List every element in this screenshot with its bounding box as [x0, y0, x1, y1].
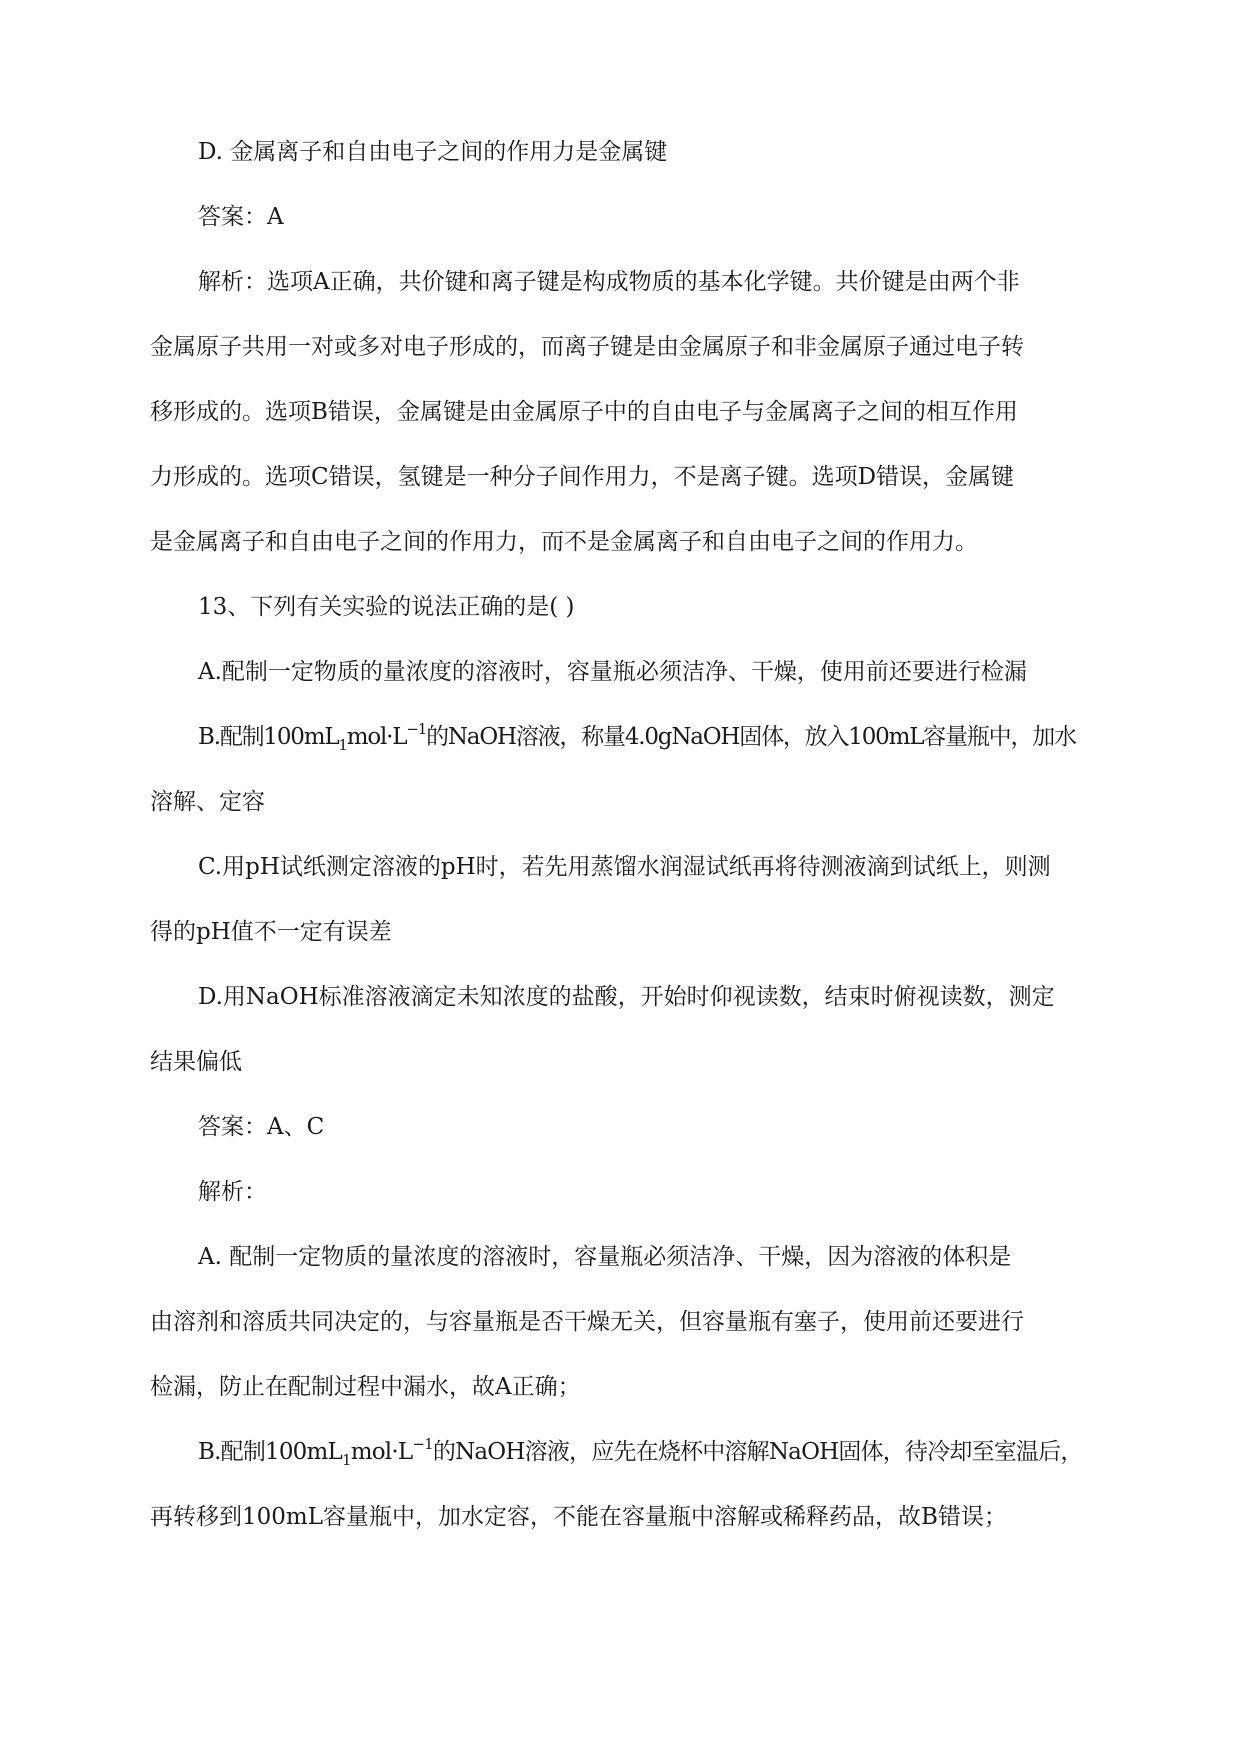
q13-analysis-b-pre: B.配制100mL	[198, 1439, 342, 1465]
q13-option-a	[150, 640, 1085, 705]
q13-answer	[150, 1095, 1085, 1160]
q13-stem	[150, 575, 1085, 640]
q13-option-b-pre: B.配制100mL	[198, 724, 339, 750]
q12-analysis-line: 力形成的。选项C错误，氢键是一种分子间作用力，不是离子键。选项D错误，金属键	[150, 464, 1015, 490]
q13-analysis-label	[150, 1160, 1085, 1225]
q13-analysis-b-sub: 1	[342, 1451, 351, 1469]
q12-option-d	[150, 120, 1085, 185]
q12-analysis	[150, 250, 1085, 575]
q13-option-b-line2: 溶解、定容	[150, 789, 265, 815]
q13-analysis-a	[150, 1225, 1085, 1420]
q13-option-a-text: A.配制一定物质的量浓度的溶液时，容量瓶必须洁净、干燥，使用前还要进行检漏	[198, 659, 1027, 685]
q13-analysis-a-line: 由溶剂和溶质共同决定的，与容量瓶是否干燥无关，但容量瓶有塞子，使用前还要进行	[150, 1309, 1024, 1335]
q12-analysis-line: 是金属离子和自由电子之间的作用力，而不是金属离子和自由电子之间的作用力。	[150, 529, 978, 555]
q12-analysis-line: 解析：选项A正确，共价键和离子键是构成物质的基本化学键。共价键是由两个非	[198, 269, 1020, 295]
q13-option-c-line: 得的pH值不一定有误差	[150, 919, 392, 945]
q12-answer-text: 答案：A	[198, 204, 284, 230]
q13-option-b-line1	[150, 705, 1085, 770]
q12-option-d-text: D. 金属离子和自由电子之间的作用力是金属键	[198, 139, 668, 165]
q13-option-d-line: D.用NaOH标准溶液滴定未知浓度的盐酸，开始时仰视读数，结束时俯视读数，测定	[198, 984, 1055, 1010]
q13-option-b	[150, 705, 1085, 835]
q13-option-d	[150, 965, 1085, 1095]
q13-stem-text: 13、下列有关实验的说法正确的是( )	[198, 594, 575, 620]
q13-option-b-sup: −1	[406, 720, 427, 738]
q13-analysis-b-sup: −1	[412, 1435, 433, 1453]
q13-answer-text: 答案：A、C	[198, 1114, 325, 1140]
q13-analysis-b-mid: mol·L	[350, 1439, 413, 1465]
q13-option-b-sub: 1	[338, 736, 347, 754]
q13-analysis-a-line: 检漏，防止在配制过程中漏水，故A正确；	[150, 1374, 581, 1400]
q13-analysis-b	[150, 1420, 1085, 1550]
q13-analysis-b-line1	[150, 1420, 1085, 1485]
q13-analysis-b-post: 的NaOH溶液，应先在烧杯中溶解NaOH固体，待冷却至室温后，	[432, 1439, 1083, 1465]
q13-option-c	[150, 835, 1085, 965]
q13-option-c-line: C.用pH试纸测定溶液的pH时，若先用蒸馏水润湿试纸再将待测液滴到试纸上，则测	[198, 854, 1051, 880]
q13-analysis-label-text: 解析：	[198, 1179, 267, 1205]
q13-analysis-b-line2: 再转移到100mL容量瓶中，加水定容，不能在容量瓶中溶解或稀释药品，故B错误；	[150, 1504, 1007, 1530]
q12-analysis-line: 移形成的。选项B错误，金属键是由金属原子中的自由电子与金属离子之间的相互作用	[150, 399, 1018, 425]
q13-analysis-a-line: A. 配制一定物质的量浓度的溶液时，容量瓶必须洁净、干燥，因为溶液的体积是	[198, 1244, 1012, 1270]
q13-option-b-post: 的NaOH溶液，称量4.0gNaOH固体，放入100mL容量瓶中，加水	[426, 724, 1076, 750]
q12-analysis-line: 金属原子共用一对或多对电子形成的，而离子键是由金属原子和非金属原子通过电子转	[150, 334, 1024, 360]
q13-option-b-mid: mol·L	[346, 724, 407, 750]
q12-answer	[150, 185, 1085, 250]
q13-option-d-line: 结果偏低	[150, 1049, 242, 1075]
